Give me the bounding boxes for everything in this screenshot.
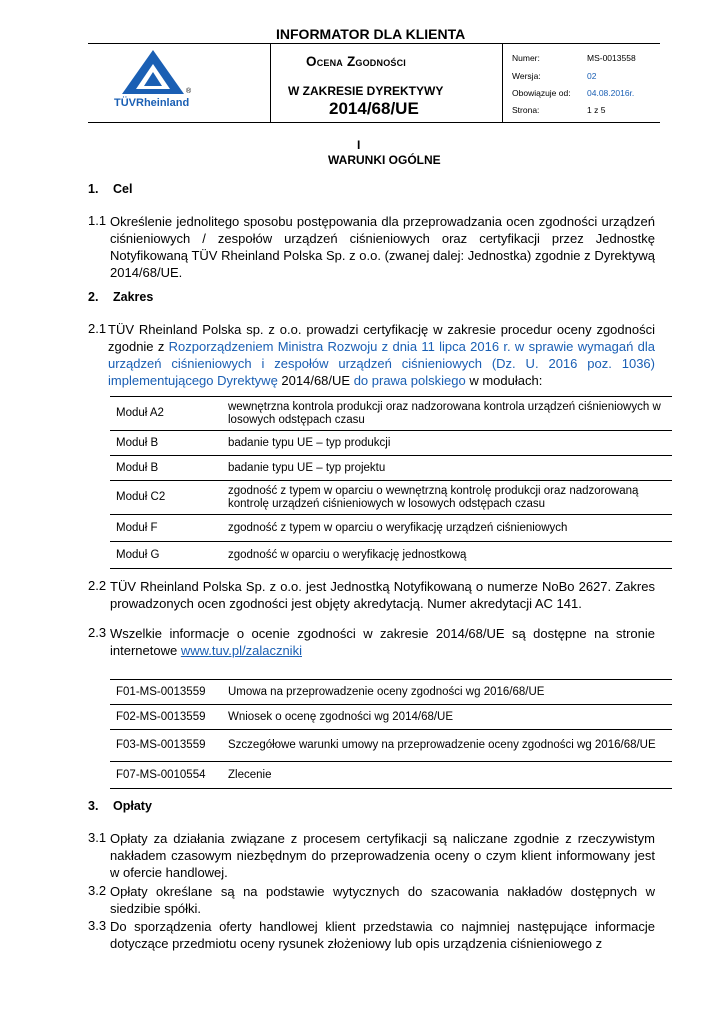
para-2-3-number: 2.3 [88, 625, 107, 640]
module-desc: wewnętrzna kontrola produkcji oraz nadzorowana kontrola urządzeń ciśnieniowych w losowych odstępach czasu [222, 397, 672, 431]
section-roman-number: I [357, 138, 361, 152]
para-3-1-number: 3.1 [88, 830, 107, 845]
module-name: Moduł B [110, 456, 222, 481]
modules-table [110, 396, 672, 569]
meta-label-valid-from: Obowiązuje od: [512, 88, 571, 98]
meta-value-valid-from: 04.08.2016r. [587, 88, 635, 98]
form-desc: Wniosek o ocenę zgodności wg 2014/68/UE [222, 705, 672, 730]
tuv-rheinland-logo [108, 48, 198, 114]
form-desc: Szczegółowe warunki umowy na przeprowadzenie oceny zgodności wg 2016/68/UE [222, 730, 672, 762]
heading-1-title: Cel [113, 182, 133, 196]
para-3-3-text: Do sporządzenia oferty handlowej klient przedstawia co najmniej następujące informacje dotyczące przedmiotu oceny rysunek złożeniowy lub opis urządzenia ciśnieniowego z [110, 919, 655, 951]
form-code: F02-MS-0013559 [110, 705, 222, 730]
para-2-1-part-c: 2014/68/UE [277, 373, 354, 388]
meta-value-page: 1 z 5 [587, 105, 606, 115]
header-divider-right [502, 43, 503, 122]
regulation-reference: Rozporządzeniem Ministra Rozwoju z dnia 11 lipca 2016 r. w sprawie wymagań dla urządzeń ciśnieniowych i zespołów urządzeń ciśnieniowych (Dz. U. 2016 poz. 1036) implementującego Dyrektywę [108, 339, 655, 388]
registered-mark: ® [186, 88, 192, 95]
form-code: F01-MS-0013559 [110, 680, 222, 705]
module-name: Moduł G [110, 542, 222, 569]
para-1-1-text: Określenie jednolitego sposobu postępowania dla przeprowadzania ocen zgodności urządzeń ciśnieniowych / zespołów urządzeń ciśnieniowych oraz certyfikacji przez Jednostkę Notyfikowaną TÜV Rheinland Polska Sp. z o.o. (zwanej dalej: Jednostka) zgodnie z Dyrektywą 2014/68/UE. [110, 214, 655, 280]
table-row [110, 680, 672, 705]
module-desc: badanie typu UE – typ projektu [222, 456, 672, 481]
para-3-2-number: 3.2 [88, 883, 107, 898]
meta-label-page: Strona: [512, 105, 540, 115]
para-2-2-text: TÜV Rheinland Polska Sp. z o.o. jest Jednostką Notyfikowaną o numerze NoBo 2627. Zakres prowadzonych ocen zgodności jest objęty akredytacją. Numer akredytacji AC 141. [110, 579, 655, 611]
table-row [110, 515, 672, 542]
table-row [110, 730, 672, 762]
module-desc: zgodność w oparciu o weryfikację jednostkową [222, 542, 672, 569]
header-bottom-rule [88, 122, 660, 123]
logo-text: TÜVRheinland [114, 97, 190, 109]
para-2-3-part-a: Wszelkie informacje o ocenie zgodności w zakresie 2014/68/UE są dostępne na stronie internetowe [110, 626, 655, 658]
attachments-link[interactable]: www.tuv.pl/zalaczniki [180, 643, 302, 658]
table-row [110, 397, 672, 431]
form-code: F03-MS-0013559 [110, 730, 222, 762]
para-2-1-part-a: TÜV Rheinland Polska sp. z o.o. prowadzi certyfikację w zakresie procedur oceny zgodności zgodnie z [108, 322, 655, 354]
para-2-1-number: 2.1 [88, 321, 107, 336]
module-name: Moduł C2 [110, 481, 222, 515]
module-name: Moduł A2 [110, 397, 222, 431]
header-divider-left [270, 43, 271, 122]
table-row [110, 762, 672, 789]
table-row [110, 456, 672, 481]
form-desc: Zlecenie [222, 762, 672, 789]
heading-3-number: 3. [88, 799, 99, 813]
para-3-1-text: Opłaty za działania związane z procesem certyfikacji są naliczane zgodnie z rzeczywistym nakładem czasowym niezbędnym do przeprowadzenia oceny o czym klient informowany jest w ofercie handlowej. [110, 831, 655, 880]
heading-1-number: 1. [88, 182, 99, 196]
heading-2-title: Zakres [113, 290, 154, 304]
para-1-1-number: 1.1 [88, 213, 107, 228]
directive-number: 2014/68/UE [329, 99, 419, 118]
module-desc: zgodność z typem w oparciu o wewnętrzną kontrolę produkcji oraz nadzorowaną kontrolę urządzeń ciśnieniowych w losowych odstępach czasu [222, 481, 672, 515]
para-2-3-text [110, 625, 655, 659]
table-row [110, 705, 672, 730]
para-2-1-text [108, 321, 655, 389]
para-3-3-number: 3.3 [88, 918, 107, 933]
module-name: Moduł F [110, 515, 222, 542]
header-top-rule [88, 43, 660, 44]
table-row [110, 481, 672, 515]
table-row [110, 542, 672, 569]
meta-label-number: Numer: [512, 53, 540, 63]
table-row [110, 431, 672, 456]
meta-label-version: Wersja: [512, 71, 541, 81]
forms-table [110, 679, 672, 789]
meta-value-version: 02 [587, 71, 597, 81]
module-desc: badanie typu UE – typ produkcji [222, 431, 672, 456]
document-subtitle: W ZAKRESIE DYREKTYWY [288, 84, 444, 98]
meta-value-number: MS-0013558 [587, 53, 636, 63]
module-name: Moduł B [110, 431, 222, 456]
heading-2-number: 2. [88, 290, 99, 304]
section-title: WARUNKI OGÓLNE [328, 153, 441, 167]
para-2-2-number: 2.2 [88, 578, 107, 593]
para-2-1-part-d: do prawa polskiego [353, 373, 466, 388]
document-header-title: INFORMATOR DLA KLIENTA [276, 26, 466, 42]
heading-3-title: Opłaty [113, 799, 152, 813]
form-desc: Umowa na przeprowadzenie oceny zgodności wg 2016/68/UE [222, 680, 672, 705]
document-title: Ocena Zgodności [306, 54, 407, 69]
module-desc: zgodność z typem w oparciu o weryfikację urządzeń ciśnieniowych [222, 515, 672, 542]
para-2-1-part-e: w modułach: [465, 373, 543, 388]
para-3-2-text: Opłaty określane są na podstawie wytycznych do szacowania nakładów dostępnych w siedzibie spółki. [110, 884, 655, 916]
form-code: F07-MS-0010554 [110, 762, 222, 789]
